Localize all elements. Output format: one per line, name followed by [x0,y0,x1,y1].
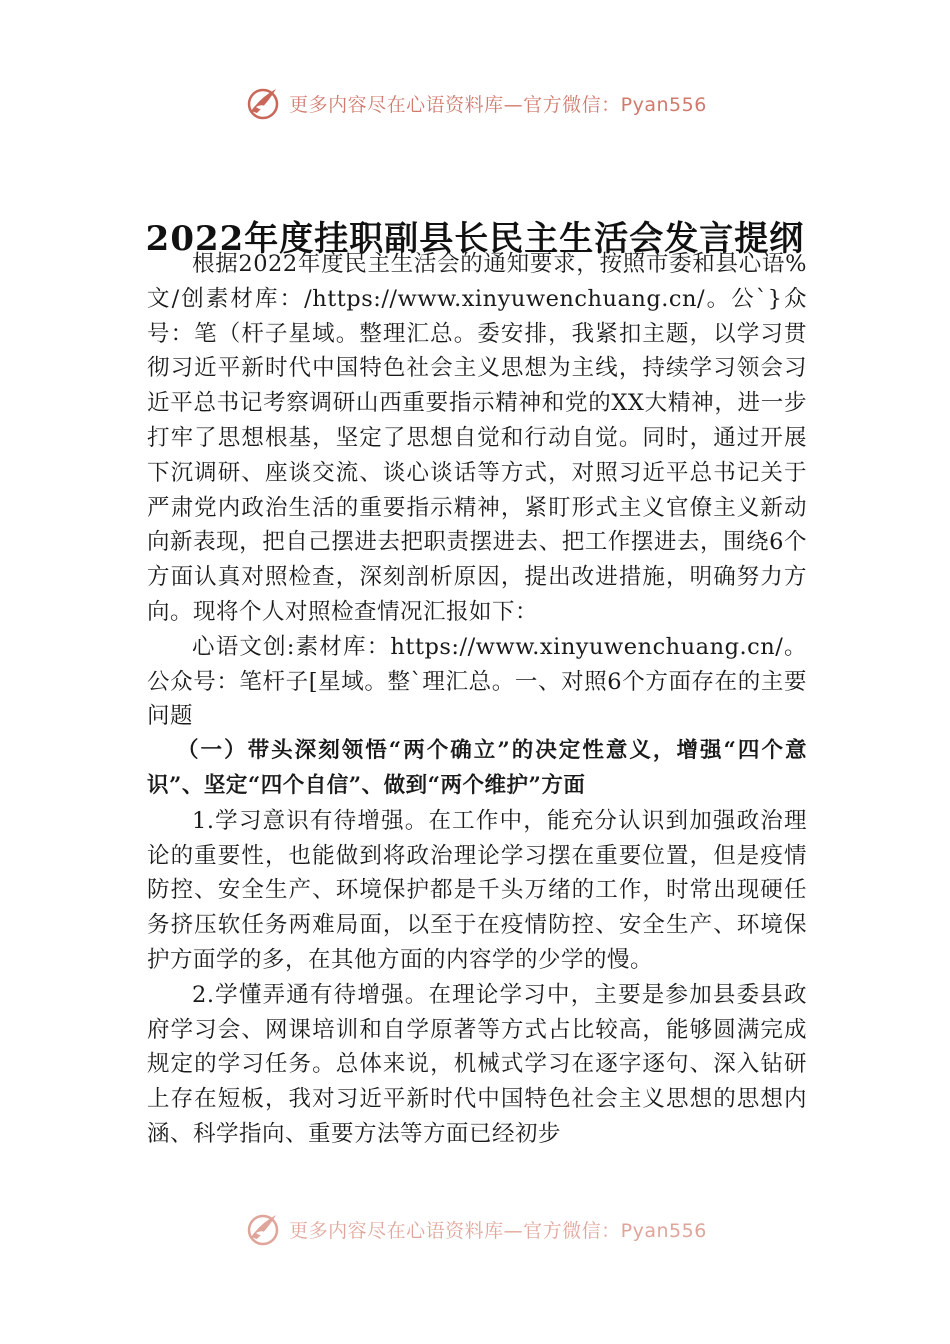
brush-logo-icon [243,83,283,123]
section-intro-paragraph: 心语文创:素材库：https://www.xinyuwenchuang.cn/。公众号：笔杆子[星域。整`理汇总。一、对照6个方面存在的主要问题 [147,633,807,730]
watermark-text: 更多内容尽在心语资料库—官方微信：Pyan556 [289,1219,707,1242]
watermark-footer [0,1206,950,1252]
intro-paragraph: 根据2022年度民主生活会的通知要求，按照市委和县心语%文/创素材库：/https://www.xinyuwenchuang.cn/。公`}众号：笔（杆子星域。整理汇总。委安排，我紧扣主题，以学习贯彻习近平新时代中国特色社会主义思想为主线，持续学习领会习近平总书记考察调研山西重要指示精神和党的XX大精神，进一步打牢了思想根基，坚定了思想自觉和行动自觉。同时，通过开展下沉调研、座谈交流、谈心谈话等方式，对照习近平总书记关于严肃党内政治生活的重要指示精神，紧盯形式主义官僚主义新动向新表现，把自己摆进去把职责摆进去、把工作摆进去，围绕6个方面认真对照检查，深刻剖析原因，提出改进措施，明确努力方向。现将个人对照检查情况汇报如下： [147,251,807,625]
watermark-header [0,80,950,126]
brush-logo-icon [243,1209,283,1249]
item-1-paragraph: 1.学习意识有待增强。在工作中，能充分认识到加强政治理论的重要性，也能做到将政治理论学习摆在重要位置，但是疫情防控、安全生产、环境保护都是千头万绪的工作，时常出现硬任务挤压软任务两难局面，以至于在疫情防控、安全生产、环境保护方面学的多，在其他方面的内容学的少学的慢。 [147,807,807,973]
item-2-paragraph: 2.学懂弄通有待增强。在理论学习中，主要是参加县委县政府学习会、网课培训和自学原著等方式占比较高，能够圆满完成规定的学习任务。总体来说，机械式学习在逐字逐句、深入钻研上存在短板，我对习近平新时代中国特色社会主义思想的思想内涵、科学指向、重要方法等方面已经初步 [147,981,807,1147]
subsection-heading: （一）带头深刻领悟“两个确立”的决定性意义，增强“四个意识”、坚定“四个自信”、做到“两个维护”方面 [147,738,807,798]
document-title: 2022年度挂职副县长民主生活会发言提纲 [145,218,805,259]
watermark-text: 更多内容尽在心语资料库—官方微信：Pyan556 [289,93,707,116]
document-body [147,247,807,1211]
